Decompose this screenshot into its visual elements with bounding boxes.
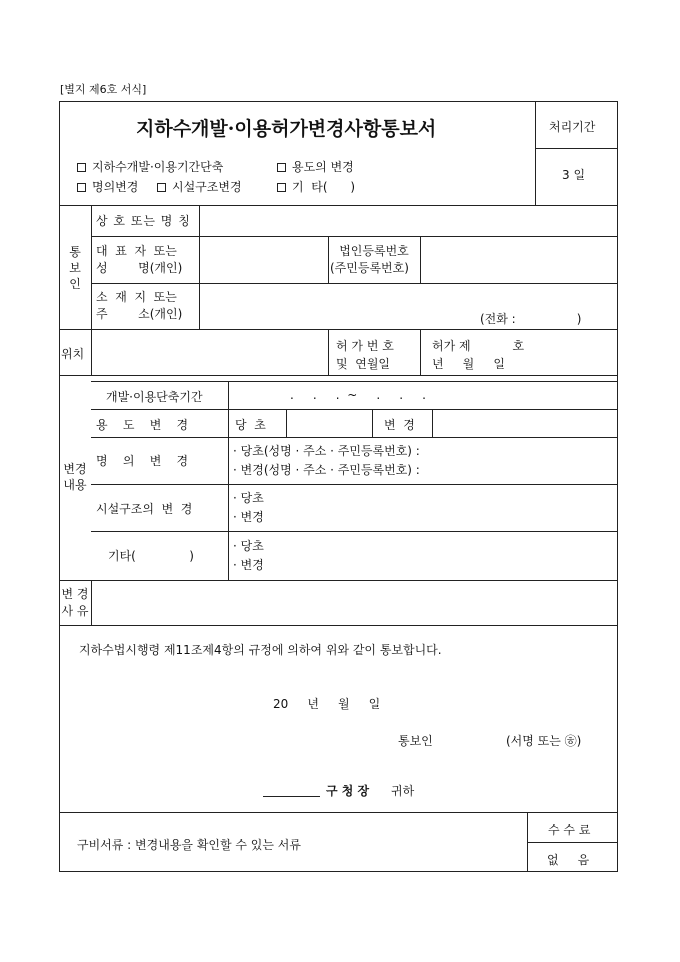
divider bbox=[59, 812, 618, 813]
reason-field[interactable] bbox=[92, 581, 617, 624]
checkbox-period-reduction[interactable] bbox=[77, 158, 223, 175]
use-before-label: 당 초 bbox=[235, 418, 266, 432]
divider bbox=[328, 236, 329, 283]
checkbox-label: 시설구조변경 bbox=[172, 180, 242, 194]
name-change-label: 명 의 변 경 bbox=[96, 454, 189, 468]
other-change-label: 기타( ) bbox=[108, 549, 194, 563]
phone-field[interactable]: (전화 : ) bbox=[480, 312, 582, 326]
divider bbox=[91, 484, 618, 485]
structure-change-label: 시설구조의 변 경 bbox=[96, 502, 193, 516]
form-title: 지하수개발·이용허가변경사항통보서 bbox=[136, 118, 437, 140]
period-value[interactable]: . . . ~ . . . bbox=[290, 388, 426, 402]
divider bbox=[432, 409, 433, 437]
required-documents: 구비서류 : 변경내용을 확인할 수 있는 서류 bbox=[77, 838, 301, 852]
other-after-field[interactable]: · 변경 bbox=[233, 558, 264, 572]
divider bbox=[59, 625, 618, 626]
divider bbox=[228, 381, 229, 580]
divider bbox=[91, 283, 618, 284]
period-label: 개발·이용단축기간 bbox=[106, 390, 203, 404]
checkbox-icon bbox=[277, 183, 286, 192]
address-label: 소 재 지 또는 주 소(개인) bbox=[96, 290, 183, 321]
divider bbox=[91, 381, 618, 382]
divider bbox=[527, 842, 618, 843]
divider bbox=[59, 205, 618, 206]
divider bbox=[91, 409, 618, 410]
processing-period-value: 3 일 bbox=[562, 168, 586, 182]
divider bbox=[535, 148, 618, 149]
checkbox-label: 기 타( ) bbox=[292, 180, 356, 194]
permit-number-label: 허 가 번 호 및 연월일 bbox=[336, 339, 394, 371]
signer-label: 통보인 bbox=[398, 734, 433, 748]
processing-period-label: 처리기간 bbox=[549, 120, 596, 134]
checkbox-use-change[interactable] bbox=[277, 158, 354, 175]
change-section-label: 변경 내용 bbox=[63, 462, 87, 492]
date-field[interactable]: 20 년 월 일 bbox=[273, 697, 381, 711]
statement-text: 지하수법시행령 제11조제4항의 규정에 의하여 위와 같이 통보합니다. bbox=[79, 643, 442, 657]
reason-label: 변 경 사 유 bbox=[61, 587, 89, 618]
checkbox-name-change[interactable] bbox=[77, 178, 138, 195]
use-after-label: 변 경 bbox=[384, 418, 415, 432]
checkbox-icon bbox=[77, 163, 86, 172]
divider bbox=[91, 205, 92, 375]
divider bbox=[420, 329, 421, 375]
recipient-blank-line[interactable] bbox=[263, 796, 320, 797]
divider bbox=[59, 329, 618, 330]
business-name-label: 상 호 또는 명 칭 bbox=[96, 214, 191, 228]
divider bbox=[420, 236, 421, 283]
checkbox-icon bbox=[277, 163, 286, 172]
fee-label: 수 수 료 bbox=[548, 823, 591, 837]
form-reference: [별지 제6호 서식] bbox=[60, 83, 147, 96]
location-label: 위치 bbox=[61, 347, 85, 361]
divider bbox=[59, 375, 618, 376]
divider bbox=[286, 409, 287, 437]
signature-field[interactable]: (서명 또는 ㉭) bbox=[506, 734, 582, 748]
divider bbox=[91, 236, 618, 237]
checkbox-label: 지하수개발·이용기간단축 bbox=[92, 160, 224, 174]
name-before-field[interactable]: · 당초(성명 · 주소 · 주민등록번호) : bbox=[233, 444, 420, 458]
divider bbox=[328, 329, 329, 375]
fee-value: 없 음 bbox=[547, 853, 590, 867]
name-after-field[interactable]: · 변경(성명 · 주소 · 주민등록번호) : bbox=[233, 463, 420, 477]
checkbox-icon bbox=[77, 183, 86, 192]
checkbox-label: 용도의 변경 bbox=[292, 160, 354, 174]
notifier-section-label: 통 보 인 bbox=[69, 245, 81, 291]
divider bbox=[199, 205, 200, 329]
other-before-field[interactable]: · 당초 bbox=[233, 539, 264, 553]
structure-before-field[interactable]: · 당초 bbox=[233, 491, 264, 505]
checkbox-structure-change[interactable] bbox=[157, 178, 242, 195]
permit-number-value: 허가 제 호 년 월 일 bbox=[432, 339, 525, 371]
representative-label: 대 표 자 또는 성 명(개인) bbox=[96, 244, 183, 275]
use-change-label: 용 도 변 경 bbox=[96, 418, 189, 432]
divider bbox=[91, 437, 618, 438]
checkbox-icon bbox=[157, 183, 166, 192]
checkbox-label: 명의변경 bbox=[92, 180, 139, 194]
structure-after-field[interactable]: · 변경 bbox=[233, 510, 264, 524]
divider bbox=[535, 101, 536, 206]
divider bbox=[91, 531, 618, 532]
recipient-suffix: 귀하 bbox=[391, 784, 415, 798]
checkbox-other[interactable] bbox=[277, 178, 355, 195]
divider bbox=[372, 409, 373, 437]
recipient-title: 구 청 장 bbox=[326, 784, 370, 798]
corp-registration-label: 법인등록번호 (주민등록번호) bbox=[330, 244, 409, 275]
